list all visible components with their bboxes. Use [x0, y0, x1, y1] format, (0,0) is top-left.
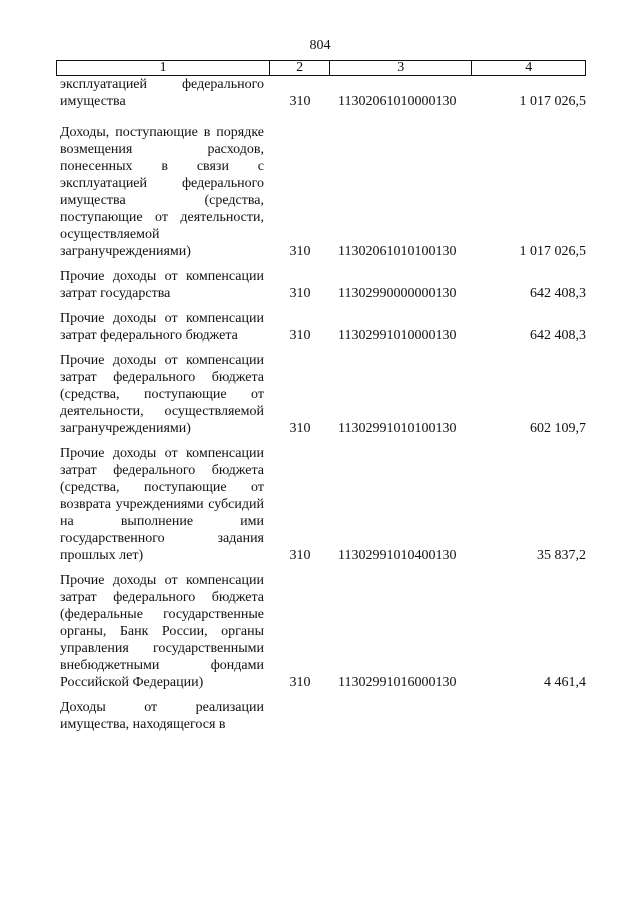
- row-kbk-code: 11302990000000130: [338, 286, 457, 301]
- column-header-3: 3: [330, 61, 472, 75]
- row-kbk-code: 11302991010000130: [338, 328, 457, 343]
- row-admin-code: 310: [289, 94, 311, 109]
- row-description: Прочие доходы от компенсации затрат государства: [60, 269, 264, 301]
- row-description: Прочие доходы от компенсации затрат федерального бюджета: [60, 311, 264, 343]
- table-row: [0, 352, 640, 437]
- column-header-4: 4: [525, 60, 533, 75]
- row-admin-code: 310: [289, 244, 311, 259]
- row-kbk-code: 11302991016000130: [338, 675, 457, 690]
- row-amount: 35 837,2: [537, 548, 586, 563]
- table-body: [0, 76, 640, 741]
- row-amount: 642 408,3: [530, 286, 586, 301]
- row-description: Прочие доходы от компенсации затрат федерального бюджета (федеральные государственные органы, Банк России, органы управления государственными внебюджетными фондами Российской Федерации): [60, 573, 264, 690]
- row-description: эксплуатацией федерального имущества: [60, 77, 264, 109]
- row-amount: 4 461,4: [544, 675, 586, 690]
- row-admin-code: 310: [289, 421, 311, 436]
- table-row: [0, 699, 640, 733]
- row-admin-code: 310: [289, 548, 311, 563]
- row-amount: 642 408,3: [530, 328, 586, 343]
- row-admin-code: 310: [289, 675, 311, 690]
- row-admin-code: 310: [289, 286, 311, 301]
- row-kbk-code: 11302061010000130: [338, 94, 457, 109]
- column-header-row: [56, 60, 586, 76]
- table-row: [0, 445, 640, 564]
- row-description: Доходы, поступающие в порядке возмещения расходов, понесенных в связи с эксплуатацией федерального имущества (средства, поступающие от деятельности, осуществляемой загранучреждениями): [60, 125, 264, 259]
- row-description: Прочие доходы от компенсации затрат федерального бюджета (средства, поступающие от деятельности, осуществляемой загранучреждениями): [60, 353, 264, 436]
- row-admin-code: 310: [289, 328, 311, 343]
- table-row: [0, 310, 640, 344]
- row-amount: 1 017 026,5: [519, 94, 586, 109]
- row-description: Доходы от реализации имущества, находящегося в: [60, 700, 264, 732]
- table-row: [0, 268, 640, 302]
- table-row: [0, 572, 640, 691]
- page-number: 804: [309, 38, 331, 53]
- table-row: [0, 124, 640, 260]
- table-row: [0, 76, 640, 110]
- row-amount: 1 017 026,5: [519, 244, 586, 259]
- row-kbk-code: 11302061010100130: [338, 244, 457, 259]
- column-header-1: 1: [57, 61, 270, 75]
- row-kbk-code: 11302991010100130: [338, 421, 457, 436]
- row-kbk-code: 11302991010400130: [338, 548, 457, 563]
- row-description: Прочие доходы от компенсации затрат федерального бюджета (средства, поступающие от возврата учреждениями субсидий на выполнение ими государственного задания прошлых лет): [60, 446, 264, 563]
- row-amount: 602 109,7: [530, 421, 586, 436]
- column-header-2: 2: [270, 61, 330, 75]
